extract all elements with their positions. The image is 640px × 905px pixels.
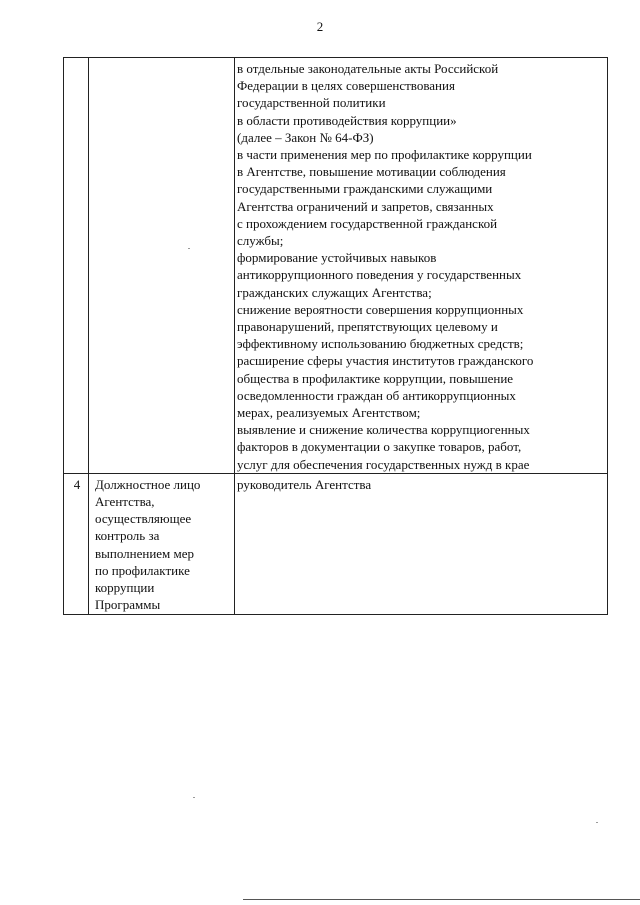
description-line: в области противодействия коррупции»	[237, 112, 457, 128]
description-line: выявление и снижение количества коррупциогенных	[237, 422, 530, 438]
scan-speck	[596, 822, 598, 823]
description-line: государственной политики	[237, 95, 386, 111]
name-line: осуществляющее	[95, 511, 192, 527]
description-line: в части применения мер по профилактике коррупции	[237, 147, 532, 163]
description-line: гражданских служащих Агентства;	[237, 284, 432, 300]
description-line: службы;	[237, 233, 284, 249]
scan-speck	[193, 797, 195, 798]
row-description-cell	[235, 473, 608, 614]
name-line: Должностное лицо	[95, 476, 201, 492]
table-row-4	[64, 473, 608, 614]
description-line: формирование устойчивых навыков	[237, 250, 437, 266]
description-line: мерах, реализуемых Агентством;	[237, 405, 421, 421]
row-number-cell: 4	[64, 473, 89, 614]
scan-edge-line	[243, 899, 640, 900]
description-line: в отдельные законодательные акты Российской	[237, 61, 499, 76]
description-line: осведомленности граждан об антикоррупционных	[237, 387, 516, 403]
description-line: руководитель Агентства	[237, 476, 372, 492]
description-line: расширение сферы участия институтов гражданского	[237, 353, 534, 369]
description-line: государственными гражданскими служащими	[237, 181, 493, 197]
description-line: Агентства ограничений и запретов, связанных	[237, 198, 494, 214]
name-line: Агентства,	[95, 494, 155, 510]
program-passport-table	[63, 57, 608, 615]
name-line: коррупции	[95, 580, 155, 596]
name-line: контроль за	[95, 528, 160, 544]
description-line: (далее – Закон № 64-ФЗ)	[237, 129, 374, 145]
row-name-cell	[89, 58, 235, 474]
name-line: по профилактике	[95, 562, 190, 578]
description-line: общества в профилактике коррупции, повышение	[237, 370, 514, 386]
row-description-cell	[235, 58, 608, 474]
description-line: факторов в документации о закупке товаров, работ,	[237, 439, 522, 455]
page-number: 2	[316, 19, 324, 34]
description-line: с прохождением государственной гражданской	[237, 215, 498, 231]
description-line: снижение вероятности совершения коррупционных	[237, 301, 524, 317]
description-line: в Агентстве, повышение мотивации соблюдения	[237, 164, 506, 180]
table-row-continuation	[64, 58, 608, 474]
row-name-cell	[89, 473, 235, 614]
scan-speck	[188, 248, 190, 249]
row-number-cell	[64, 58, 89, 474]
description-line: правонарушений, препятствующих целевому и	[237, 319, 498, 335]
description-line: эффективному использованию бюджетных средств;	[237, 336, 524, 352]
name-line: Программы	[95, 597, 161, 613]
description-line: услуг для обеспечения государственных нужд в крае	[237, 456, 530, 472]
name-line: выполнением мер	[95, 545, 195, 561]
description-line: Федерации в целях совершенствования	[237, 78, 455, 94]
description-line: антикоррупционного поведения у государственных	[237, 267, 522, 283]
